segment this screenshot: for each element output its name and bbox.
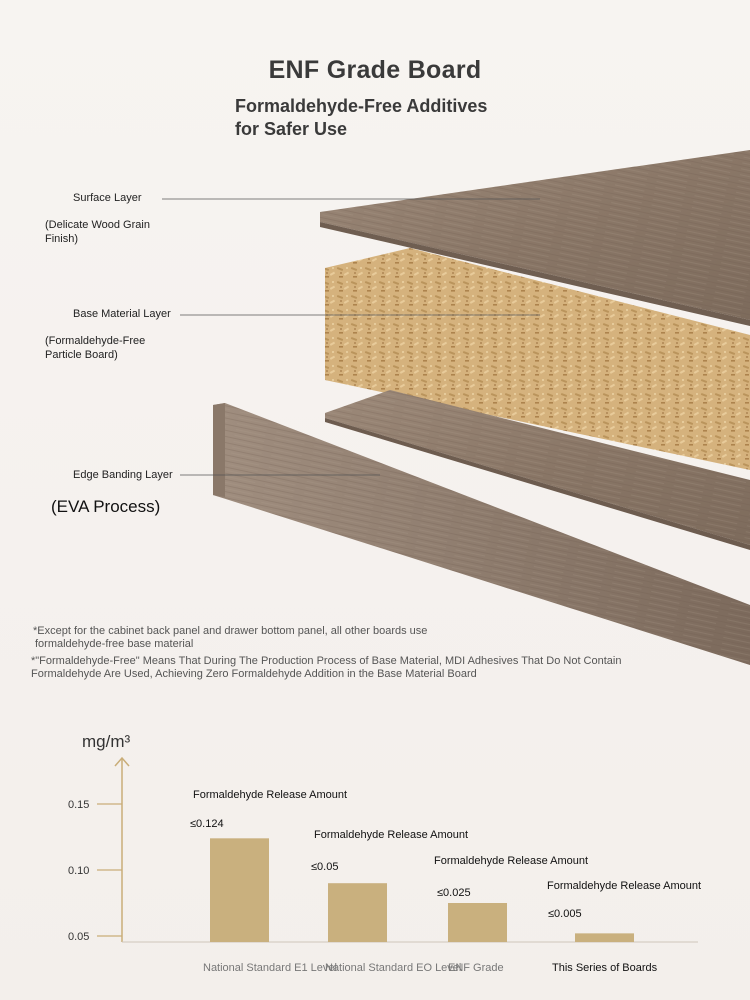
surface-desc-line-1: (Delicate Wood Grain xyxy=(45,219,150,231)
surface-desc-line-2: Finish) xyxy=(45,233,79,245)
x-category-label-1: National Standard EO Level xyxy=(325,962,462,974)
bar-annotation-title-2: Formaldehyde Release Amount xyxy=(434,855,589,867)
footnote-1-line-1: *Except for the cabinet back panel and drawer bottom panel, all other boards use xyxy=(33,625,428,637)
base-desc-line-1: (Formaldehyde-Free xyxy=(45,335,146,347)
footnote-1-line-2: formaldehyde-free base material xyxy=(35,638,194,650)
surface-layer-desc xyxy=(45,218,150,246)
x-category-label-2: ENF Grade xyxy=(448,962,504,974)
base-desc-line-2: Particle Board) xyxy=(45,349,118,361)
subtitle-line-1: Formaldehyde-Free Additives xyxy=(235,96,488,116)
x-category-label-3: This Series of Boards xyxy=(552,962,658,974)
bar-annotation-value-3: ≤0.005 xyxy=(548,908,582,920)
formaldehyde-chart xyxy=(0,700,750,1000)
surface-layer-label: Surface Layer xyxy=(73,192,142,204)
y-tick-label-0: 0.05 xyxy=(68,931,90,943)
footnote-2-line-2: Formaldehyde Are Used, Achieving Zero Formaldehyde Addition in the Base Material Board xyxy=(31,668,477,680)
footnote-back-panel xyxy=(33,625,733,651)
bar-annotation-title-3: Formaldehyde Release Amount xyxy=(547,880,702,892)
edge-layer-label: Edge Banding Layer xyxy=(73,469,173,481)
y-tick-label-2: 0.15 xyxy=(68,799,90,811)
bar-annotation-value-0: ≤0.124 xyxy=(190,818,224,830)
base-layer-desc xyxy=(45,334,145,362)
bar-annotation-title-0: Formaldehyde Release Amount xyxy=(193,789,348,801)
edge-layer-desc: (EVA Process) xyxy=(51,497,161,516)
base-layer-label: Base Material Layer xyxy=(73,308,171,320)
bar-3 xyxy=(575,933,634,942)
bar-annotation-value-2: ≤0.025 xyxy=(437,887,471,899)
footnote-2-line-1: *"Formaldehyde-Free" Means That During The Production Process of Base Material, MDI Adhesives That Do Not Contain xyxy=(31,655,622,667)
y-tick-label-1: 0.10 xyxy=(68,865,90,877)
bar-2 xyxy=(448,903,507,942)
page-title: ENF Grade Board xyxy=(268,56,482,84)
x-category-label-0: National Standard E1 Level xyxy=(203,962,337,974)
bar-0 xyxy=(210,838,269,942)
bar-annotation-value-1: ≤0.05 xyxy=(311,861,339,873)
bar-1 xyxy=(328,883,387,942)
bar-annotation-title-1: Formaldehyde Release Amount xyxy=(314,829,469,841)
y-axis-label: mg/m³ xyxy=(82,732,131,751)
footnote-formaldehyde-free xyxy=(31,655,741,681)
subtitle-line-2: for Safer Use xyxy=(235,119,348,139)
